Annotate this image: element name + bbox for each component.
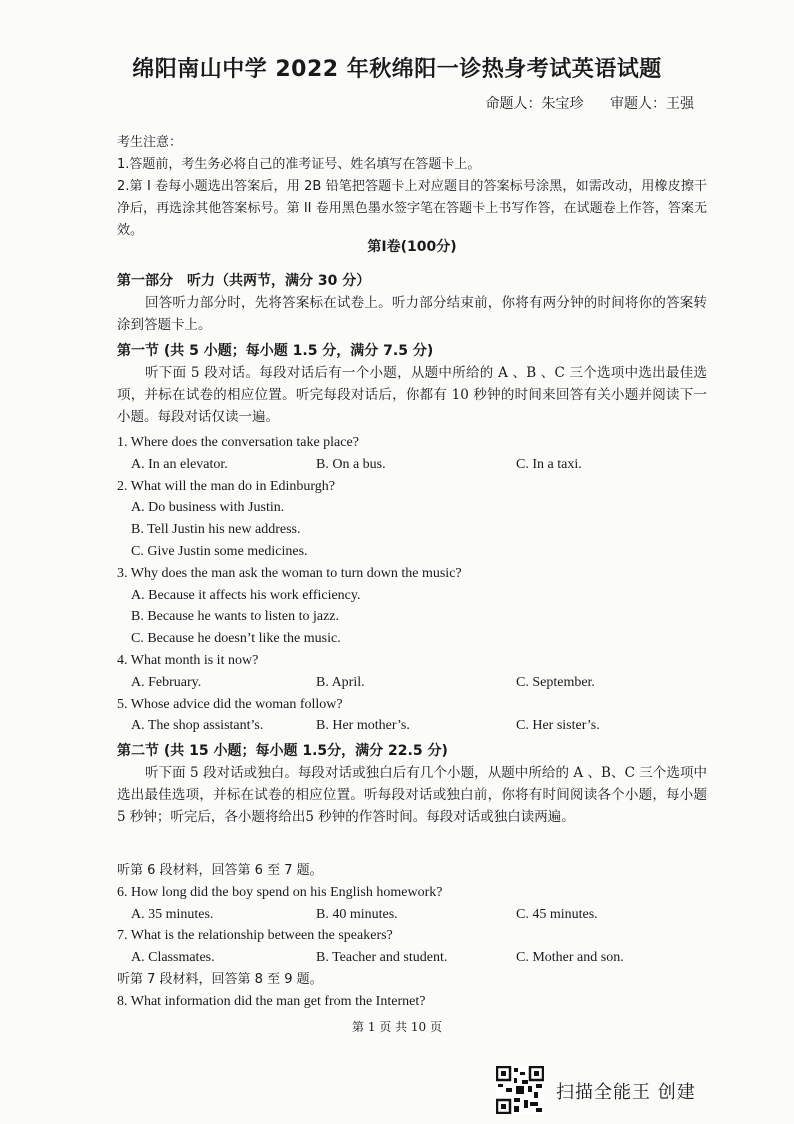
section1-intro: 听下面 5 段对话。每段对话后有一个小题，从题中所给的 A 、B 、C 三个选项中选出最佳选项，并标在试卷的相应位置。听完每段对话后，你都有 10 秒钟的时间来回答有关小题并阅读下一小题。每段对话仅读一遍。 — [117, 365, 707, 425]
section1-title: 第一节 (共 5 小题；每小题 1.5 分，满分 7.5 分) — [117, 343, 434, 359]
section2-block — [117, 740, 707, 828]
questions-1-5 — [117, 432, 707, 737]
qr-code-icon — [496, 1066, 544, 1114]
q6-option-c[interactable]: C. 45 minutes. — [516, 906, 598, 922]
scanner-watermark: 扫描全能王 创建 — [556, 1082, 696, 1103]
q5-option-b[interactable]: B. Her mother’s. — [316, 718, 410, 734]
q3-option-b[interactable]: B. Because he wants to listen to jazz. — [131, 609, 339, 625]
q7-option-c[interactable]: C. Mother and son. — [516, 950, 624, 966]
q3-option-c[interactable]: C. Because he doesn’t like the music. — [131, 631, 341, 647]
q7-option-b[interactable]: B. Teacher and student. — [316, 950, 448, 966]
reviewer-name: 审题人：王强 — [610, 96, 694, 112]
notice-block — [117, 132, 707, 242]
q6-option-a[interactable]: A. 35 minutes. — [131, 906, 214, 922]
q5-option-c[interactable]: C. Her sister’s. — [516, 718, 600, 734]
question-6-stem: 6. How long did the boy spend on his English homework? — [117, 884, 443, 900]
exam-title: 绵阳南山中学 2022 年秋绵阳一诊热身考试英语试题 — [132, 57, 662, 82]
question-7-stem: 7. What is the relationship between the speakers? — [117, 928, 393, 944]
section2-title: 第二节 (共 15 小题；每小题 1.5分，满分 22.5 分) — [117, 743, 448, 759]
q1-option-a[interactable]: A. In an elevator. — [131, 456, 228, 472]
author-name: 命题人：朱宝珍 — [485, 96, 584, 112]
question-5-options — [117, 715, 707, 737]
question-1-stem: 1. Where does the conversation take place? — [117, 435, 359, 450]
question-7-options — [117, 947, 707, 969]
material-6-note: 听第 6 段材料，回答第 6 至 7 题。 — [117, 863, 323, 878]
q2-option-c[interactable]: C. Give Justin some medicines. — [131, 543, 308, 559]
q3-option-a[interactable]: A. Because it affects his work efficiency. — [131, 587, 361, 603]
question-3-stem: 3. Why does the man ask the woman to turn down the music? — [117, 565, 462, 581]
q2-option-a[interactable]: A. Do business with Justin. — [131, 500, 285, 516]
question-4-stem: 4. What month is it now? — [117, 652, 259, 668]
part1-title: 第一部分 听力（共两节，满分 30 分） — [117, 273, 371, 289]
q5-option-a[interactable]: A. The shop assistant’s. — [131, 718, 264, 734]
q1-option-b[interactable]: B. On a bus. — [316, 456, 386, 472]
question-1-options — [117, 454, 707, 476]
q2-option-b[interactable]: B. Tell Justin his new address. — [131, 522, 301, 538]
section2-intro: 听下面 5 段对话或独白。每段对话或独白后有几个小题，从题中所给的 A 、B、C 三个选项中选出最佳选项，并标在试卷的相应位置。听每段对话或独白前，你将有时间阅读各个小题，每小题 5 秒钟；听完后，各小题将给出5 秒钟的作答时间。每段对话或独白读两遍。 — [117, 765, 707, 825]
question-5-stem: 5. Whose advice did the woman follow? — [117, 696, 343, 712]
question-8-stem: 8. What information did the man get from the Internet? — [117, 993, 426, 1009]
part1-block — [117, 270, 707, 336]
authors-line — [464, 93, 694, 113]
notice-item-1: 1.答题前，考生务必将自己的准考证号、姓名填写在答题卡上。 — [117, 157, 481, 172]
section1-block — [117, 340, 707, 428]
q4-option-b[interactable]: B. April. — [316, 674, 365, 690]
notice-item-2: 2.第 I 卷每小题选出答案后，用 2B 铅笔把答题卡上对应题目的答案标号涂黑，如需改动，用橡皮擦干净后，再选涂其他答案标号。第 II 卷用黑色墨水签字笔在答题卡上书写作答，在试题卷上作答，答案无效。 — [117, 179, 707, 238]
notice-heading: 考生注意： — [117, 135, 183, 150]
q4-option-c[interactable]: C. September. — [516, 674, 595, 690]
question-2-stem: 2. What will the man do in Edinburgh? — [117, 478, 336, 494]
question-4-options — [117, 672, 707, 694]
material-7-note: 听第 7 段材料，回答第 8 至 9 题。 — [117, 971, 323, 987]
q6-option-b[interactable]: B. 40 minutes. — [316, 906, 398, 922]
q4-option-a[interactable]: A. February. — [131, 674, 202, 690]
q7-option-a[interactable]: A. Classmates. — [131, 950, 215, 966]
page-footer: 第 1 页 共 10 页 — [352, 1020, 442, 1034]
questions-6-8 — [117, 860, 707, 1013]
volume-title: 第I卷(100分) — [367, 239, 457, 255]
q1-option-c[interactable]: C. In a taxi. — [516, 456, 582, 472]
question-6-options — [117, 904, 707, 926]
part1-intro: 回答听力部分时，先将答案标在试卷上。听力部分结束前，你将有两分钟的时间将你的答案转涂到答题卡上。 — [117, 295, 707, 333]
